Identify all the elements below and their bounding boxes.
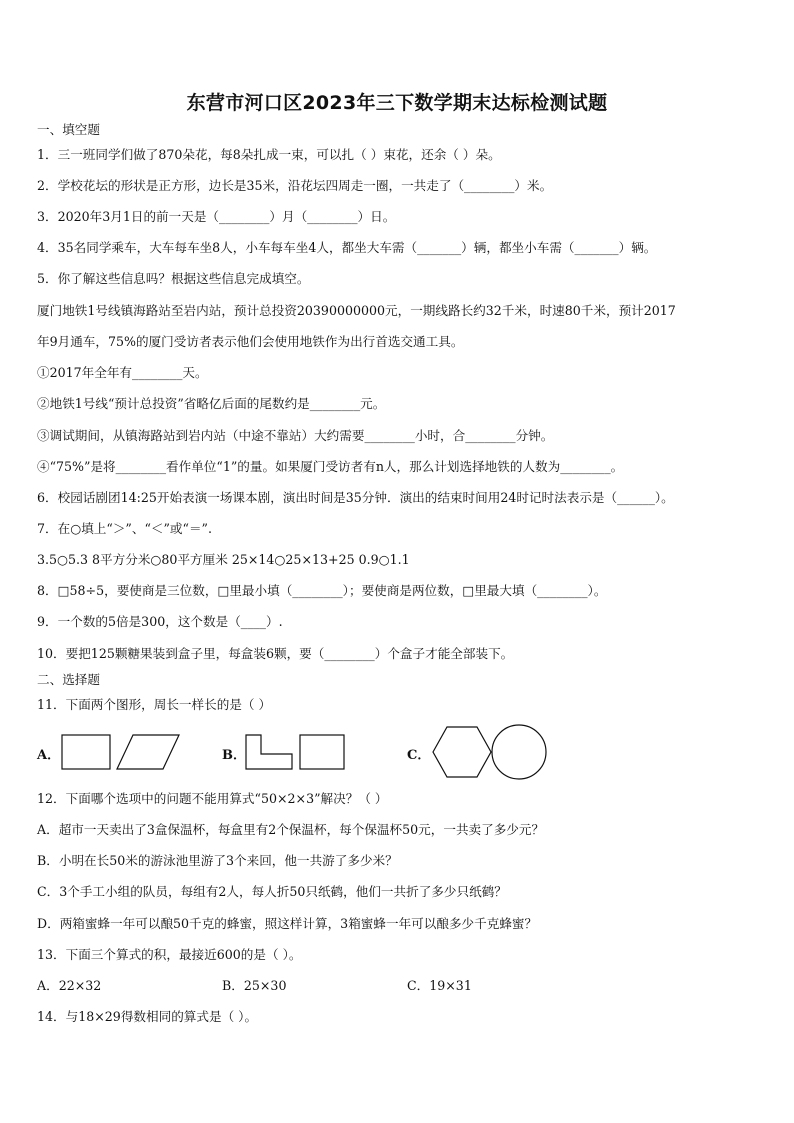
- option-a-label: A．: [37, 748, 61, 763]
- question-12-option-b: B．小明在长50米的游泳池里游了3个来回，他一共游了多少米？: [37, 853, 398, 868]
- question-5-part-b: ②地铁1号线“预计总投资”省略亿后面的尾数约是________元。: [37, 396, 386, 411]
- rectangle-shape: [300, 735, 344, 769]
- option-c-label: C．: [407, 748, 431, 763]
- question-12-option-c: C．3个手工小组的队员，每组有2人，每人折50只纸鹤，他们一共折了多少只纸鹤？: [37, 884, 507, 899]
- question-12-option-a: A．超市一天卖出了3盒保温杯，每盒里有2个保温杯，每个保温杯50元，一共卖了多少元？: [37, 822, 545, 837]
- question-5-info-line2: 年9月通车，75%的厦门受访者表示他们会使用地铁作为出行首选交通工具。: [37, 334, 464, 349]
- question-11: 11．下面两个图形，周长一样长的是（ ）: [37, 697, 272, 712]
- section-fill-in: 一、填空题: [37, 122, 100, 137]
- question-6: 6．校园话剧团14:25开始表演一场课本剧，演出时间是35分钟．演出的结束时间用24时记时法表示是（______）。: [37, 490, 674, 505]
- question-13: 13．下面三个算式的积，最接近600的是（ ）。: [37, 947, 302, 962]
- question-12: 12．下面哪个选项中的问题不能用算式“50×2×3”解决？（ ）: [37, 791, 388, 806]
- question-9: 9．一个数的5倍是300，这个数是（____）.: [37, 614, 283, 629]
- question-13-option-b: B．25×30: [222, 978, 287, 993]
- question-7-items: 3.5○5.3 8平方分米○80平方厘米 25×14○25×13+25 0.9○1.1: [37, 552, 410, 567]
- question-13-option-c: C．19×31: [407, 978, 472, 993]
- question-5-part-a: ①2017年全年有________天。: [37, 365, 208, 380]
- question-4: 4．35名同学乘车，大车每车坐8人，小车每车坐4人，都坐大车需（_______）辆，都坐小车需（_______）辆。: [37, 240, 657, 255]
- hexagon-shape: [433, 727, 491, 777]
- question-14: 14．与18×29得数相同的算式是（ ）。: [37, 1009, 258, 1024]
- l-shape: [246, 735, 292, 769]
- figure-shapes: [37, 722, 757, 786]
- page-title: 东营市河口区2023年三下数学期末达标检测试题: [186, 92, 608, 114]
- option-b-label: B．: [222, 748, 246, 763]
- question-5-info-line1: 厦门地铁1号线镇海路站至岩内站，预计总投资20390000000元，一期线路长约32千米，时速80千米，预计2017: [37, 303, 676, 318]
- question-12-option-d: D．两箱蜜蜂一年可以酿50千克的蜂蜜，照这样计算，3箱蜜蜂一年可以酿多少千克蜂蜜？: [37, 916, 538, 931]
- question-5-part-d: ④“75%”是将________看作单位“1”的量。如果厦门受访者有n人，那么计划选择地铁的人数为________。: [37, 459, 624, 474]
- question-2: 2．学校花坛的形状是正方形，边长是35米，沿花坛四周走一圈，一共走了（________）米。: [37, 178, 553, 193]
- question-13-option-a: A．22×32: [37, 978, 102, 993]
- square-shape: [62, 735, 110, 769]
- parallelogram-shape: [117, 735, 179, 769]
- question-8: 8．□58÷5，要使商是三位数，□里最小填（________）；要使商是两位数，□里最大填（________）。: [37, 583, 607, 598]
- question-1: 1．三一班同学们做了870朵花，每8朵扎成一束，可以扎（ ）束花，还余（ ）朵。: [37, 147, 501, 162]
- question-3: 3．2020年3月1日的前一天是（________）月（________）日。: [37, 209, 396, 224]
- question-5: 5．你了解这些信息吗？根据这些信息完成填空。: [37, 271, 310, 286]
- question-10: 10．要把125颗糖果装到盒子里，每盒装6颗，要（________）个盒子才能全部装下。: [37, 646, 514, 661]
- question-5-part-c: ③调试期间，从镇海路站到岩内站（中途不靠站）大约需要________小时，合________分钟。: [37, 428, 554, 443]
- section-multiple-choice: 二、选择题: [37, 672, 100, 687]
- question-11-figures: [37, 722, 757, 786]
- question-7: 7．在○填上“＞”、“＜”或“＝”.: [37, 521, 212, 536]
- circle-shape: [492, 725, 546, 779]
